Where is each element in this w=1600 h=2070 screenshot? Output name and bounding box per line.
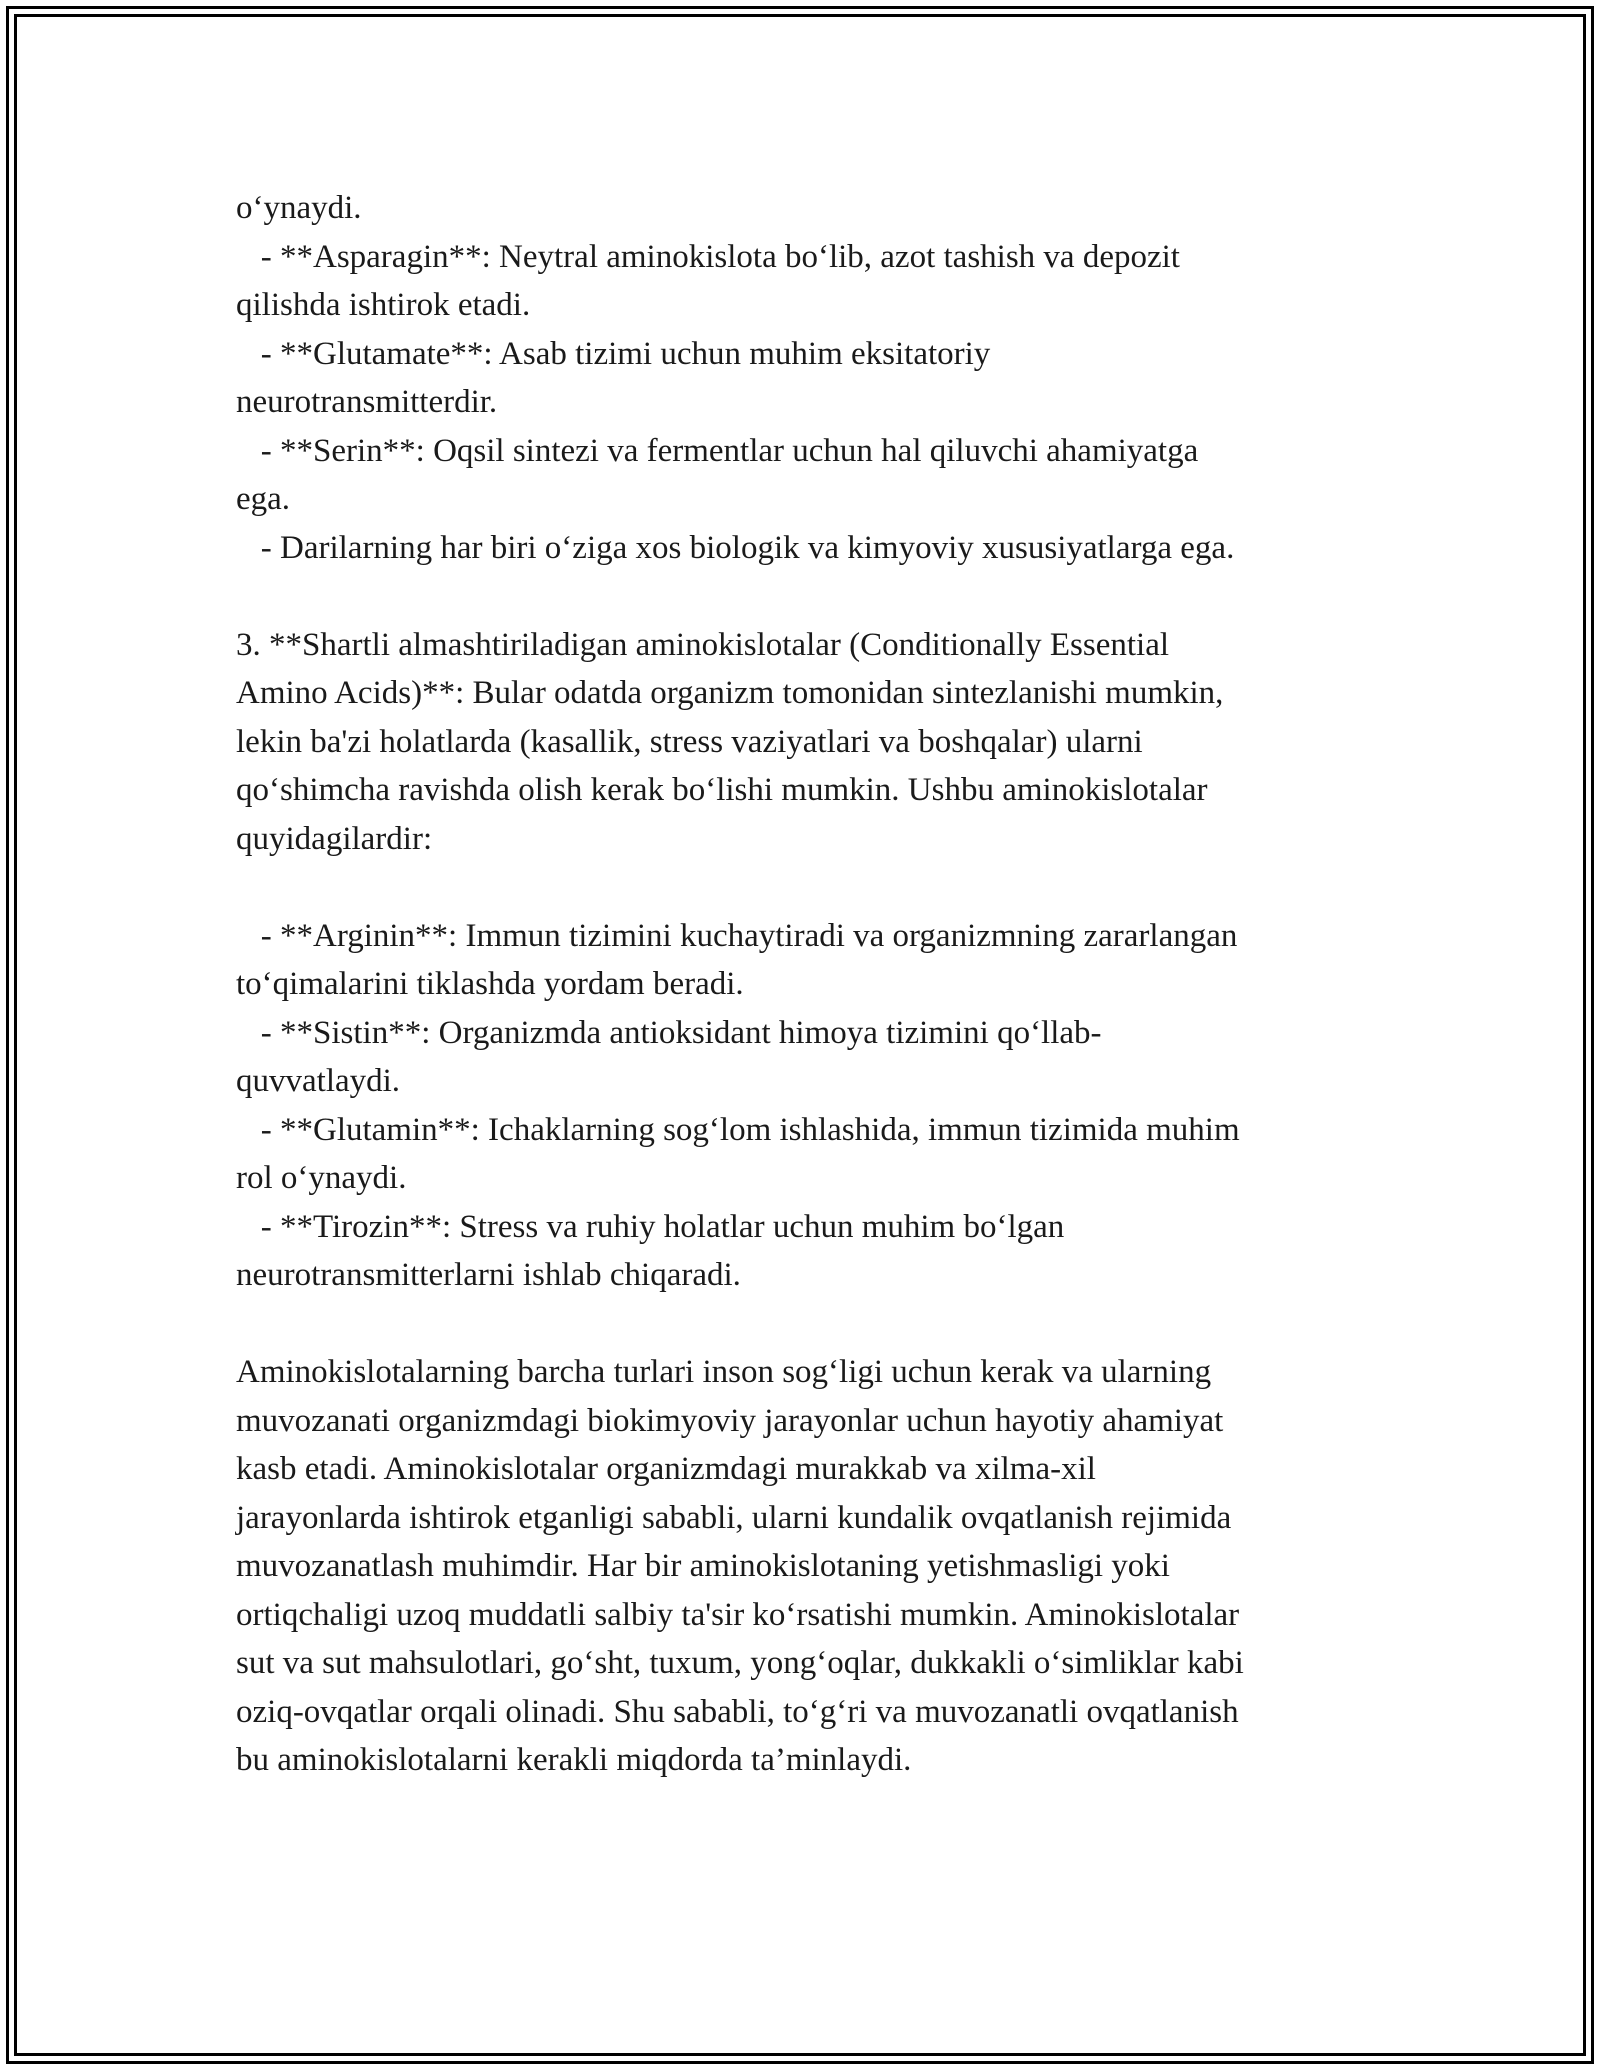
text-line: qilishda ishtirok etadi.: [236, 287, 531, 323]
text-line: 3. **Shartli almashtiriladigan aminokislotalar (Conditionally Essential: [236, 626, 1170, 663]
text-line: neurotransmitterdir.: [236, 384, 498, 420]
text-line: neurotransmitterlarni ishlab chiqaradi.: [236, 1257, 741, 1293]
text-line: to‘qimalarini tiklashda yordam beradi.: [236, 966, 744, 1002]
blank-line: [236, 572, 1366, 621]
text-line: - **Glutamate**: Asab tizimi uchun muhim eksitatoriy: [236, 335, 991, 372]
text-line: muvozanati organizmdagi biokimyoviy jarayonlar uchun hayotiy ahamiyat: [236, 1402, 1224, 1439]
text-line: - **Glutamin**: Ichaklarning sog‘lom ishlashida, immun tizimida muhim: [236, 1111, 1240, 1148]
text-line: - **Tirozin**: Stress va ruhiy holatlar uchun muhim bo‘lgan: [236, 1208, 1065, 1245]
blank-line: [236, 863, 1366, 912]
text-line: quvvatlaydi.: [236, 1063, 401, 1099]
text-line: bu aminokislotalarni kerakli miqdorda ta’minlaydi.: [236, 1742, 912, 1778]
document-body: [236, 184, 1366, 1785]
text-line: ega.: [236, 481, 291, 517]
blank-line: [236, 1300, 1366, 1349]
text-line: lekin ba'zi holatlarda (kasallik, stress vaziyatlari va boshqalar) ularni: [236, 723, 1143, 760]
text-line: Amino Acids)**: Bular odatda organizm tomonidan sintezlanishi mumkin,: [236, 675, 1224, 711]
text-line: Aminokislotalarning barcha turlari inson sog‘ligi uchun kerak va ularning: [236, 1354, 1212, 1390]
text-line: quyidagilardir:: [236, 820, 433, 857]
text-line: jarayonlarda ishtirok etganligi sababli, ularni kundalik ovqatlanish rejimida: [236, 1499, 1232, 1536]
text-line: sut va sut mahsulotlari, go‘sht, tuxum, yong‘oqlar, dukkakli o‘simliklar kabi: [236, 1645, 1244, 1681]
text-line: - **Asparagin**: Neytral aminokislota bo‘lib, azot tashish va depozit: [236, 238, 1180, 275]
text-line: - **Serin**: Oqsil sintezi va fermentlar uchun hal qiluvchi ahamiyatga: [236, 432, 1199, 469]
text-line: qo‘shimcha ravishda olish kerak bo‘lishi mumkin. Ushbu aminokislotalar: [236, 772, 1208, 808]
text-line: - **Sistin**: Organizmda antioksidant himoya tizimini qo‘llab-: [236, 1014, 1102, 1051]
text-line: rol o‘ynaydi.: [236, 1160, 407, 1196]
text-line: oziq-ovqatlar orqali olinadi. Shu sababli, to‘g‘ri va muvozanatli ovqatlanish: [236, 1693, 1239, 1730]
text-line: ortiqchaligi uzoq muddatli salbiy ta'sir ko‘rsatishi mumkin. Aminokislotalar: [236, 1596, 1240, 1633]
text-line: - Darilarning har biri o‘ziga xos biologik va kimyoviy xususiyatlarga ega.: [236, 529, 1235, 566]
text-line: o‘ynaydi.: [236, 190, 362, 226]
text-line: - **Arginin**: Immun tizimini kuchaytiradi va organizmning zararlangan: [236, 917, 1238, 954]
text-line: muvozanatlash muhimdir. Har bir aminokislotaning yetishmasligi yoki: [236, 1548, 1170, 1584]
text-line: kasb etadi. Aminokislotalar organizmdagi murakkab va xilma-xil: [236, 1451, 1096, 1487]
